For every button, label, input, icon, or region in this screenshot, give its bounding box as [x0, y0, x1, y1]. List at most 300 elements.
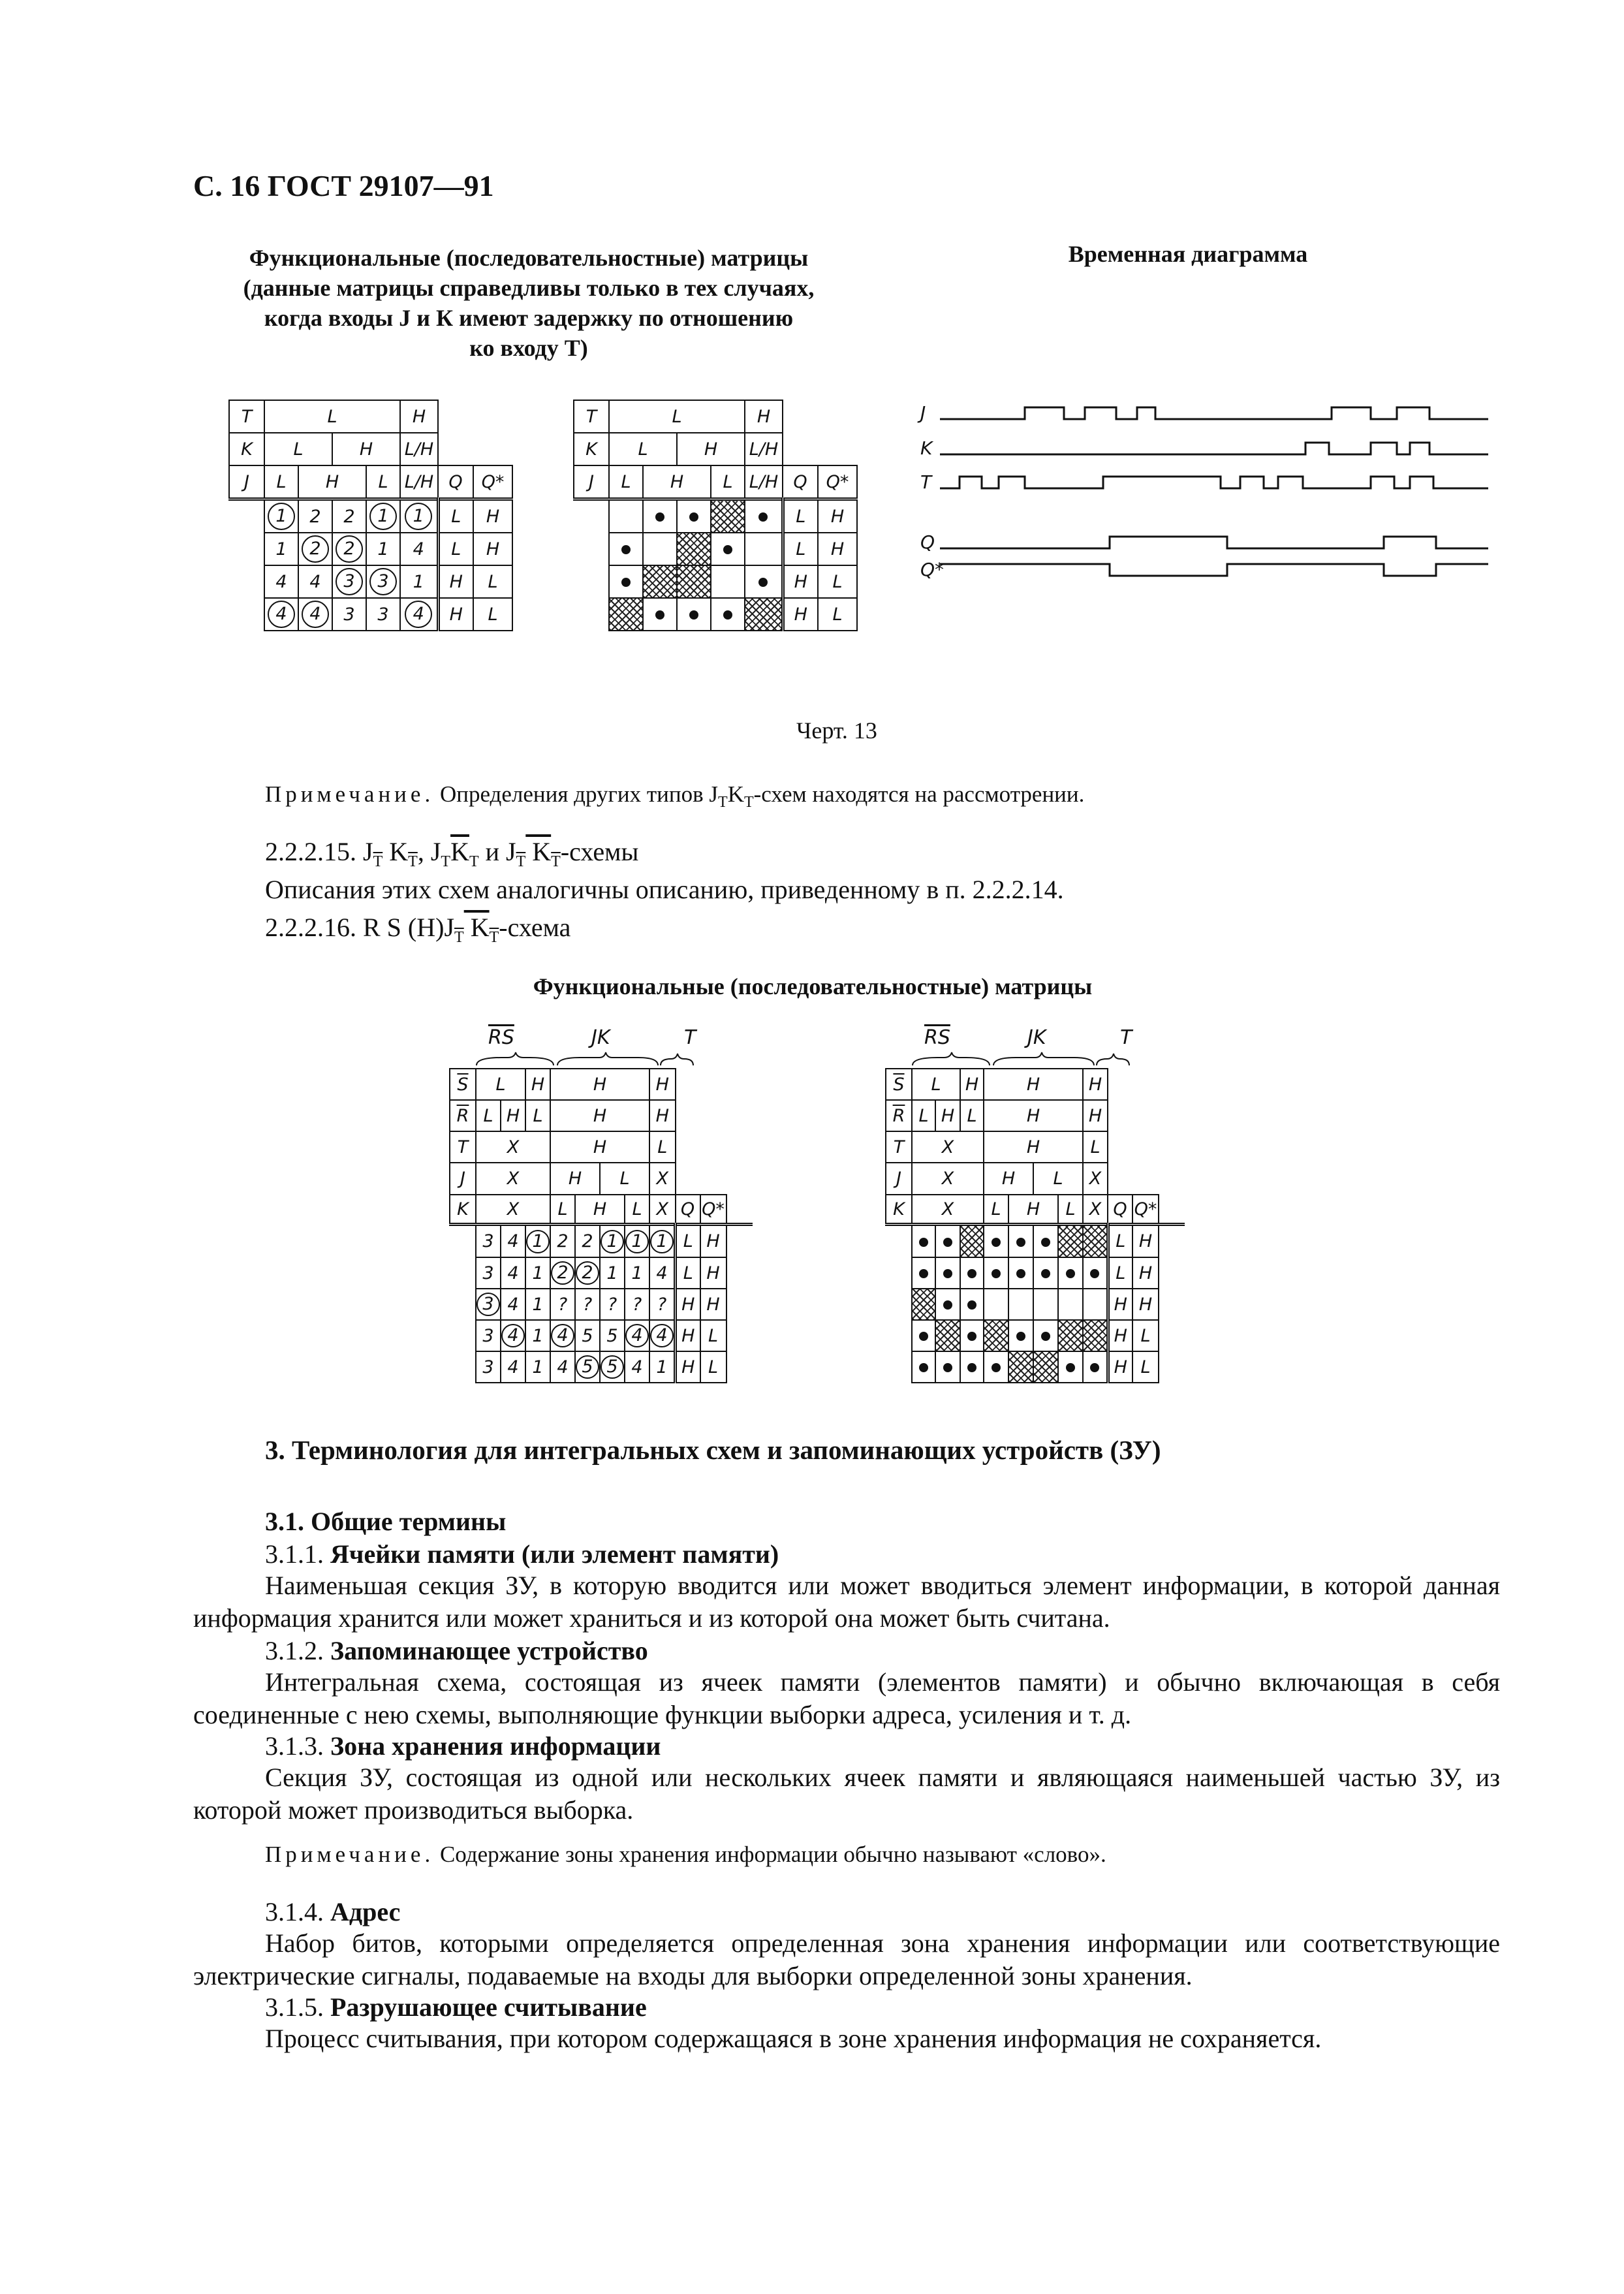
- state-cell: [649, 1320, 676, 1351]
- qstar-cell: H: [1132, 1289, 1159, 1320]
- state-cell: [366, 565, 400, 598]
- group-label: JK: [591, 1026, 610, 1049]
- transition-cell: [984, 1289, 1008, 1320]
- circled-number: 4: [650, 1324, 674, 1347]
- qstar-cell: H: [473, 499, 512, 533]
- header-cell: L: [649, 1131, 676, 1163]
- transition-cell: [677, 533, 711, 565]
- header-cell: L/H: [400, 433, 438, 465]
- header-cell: H: [550, 1163, 600, 1195]
- state-cell: 2: [550, 1225, 575, 1258]
- transition-cell: [643, 565, 677, 598]
- transition-cell: [643, 499, 677, 533]
- section-3-1-4-heading: [265, 1896, 400, 1928]
- q-cell: H: [676, 1289, 700, 1320]
- q-cell: H: [676, 1351, 700, 1383]
- table-row: [886, 1131, 1185, 1163]
- transition-cell: [960, 1225, 984, 1258]
- transition-cell: [677, 598, 711, 631]
- state-cell: 3: [476, 1320, 501, 1351]
- state-cell: 1: [525, 1257, 550, 1289]
- subscript: T: [516, 853, 526, 870]
- table-row: [886, 1289, 1185, 1320]
- state-cell: 4: [550, 1351, 575, 1383]
- transition-cell: [912, 1225, 935, 1258]
- table-row: [450, 1289, 753, 1320]
- state-cell: 3: [366, 598, 400, 631]
- header-cell: H: [575, 1195, 625, 1225]
- section-2-2-2-15-description: Описания этих схем аналогичны описанию, приведенному в п. 2.2.2.14.: [265, 875, 1064, 904]
- jk-matrix-table: [228, 400, 513, 631]
- header-cell: L: [912, 1100, 935, 1131]
- q-cell: H: [676, 1320, 700, 1351]
- rs-matrix-right: [885, 1026, 1185, 1383]
- circled-number: 2: [336, 535, 363, 563]
- table-row: [886, 1225, 1185, 1258]
- transition-cell: [1033, 1351, 1058, 1383]
- section-number: 3.1.2.: [265, 1636, 324, 1665]
- table-row: [229, 565, 512, 598]
- transition-dot: [943, 1300, 952, 1310]
- table-row: [574, 598, 857, 631]
- row-label-k: K: [229, 433, 264, 465]
- table-row: [450, 1069, 753, 1100]
- state-cell: 1: [525, 1320, 550, 1351]
- transition-dot: [621, 545, 631, 554]
- section-title: Адрес: [330, 1897, 401, 1926]
- transition-cell: [1008, 1351, 1033, 1383]
- timing-label-qstar: Q*: [920, 559, 945, 580]
- header-cell: L: [609, 400, 745, 433]
- header-cell: H: [745, 400, 783, 433]
- q-cell: L: [1108, 1225, 1132, 1258]
- transition-cell: [912, 1320, 935, 1351]
- formula-text: $\overline{K}$: [450, 837, 469, 866]
- q-cell: H: [1108, 1320, 1132, 1351]
- circled-number: 1: [268, 503, 295, 530]
- transition-cell: [745, 499, 783, 533]
- group-label: $\overline{RS}$: [924, 1026, 950, 1049]
- transition-dot: [1066, 1269, 1075, 1278]
- transition-dot: [919, 1363, 928, 1372]
- formula-text: и J: [478, 837, 516, 866]
- timing-label-j: J: [920, 402, 926, 424]
- header-cell: H: [984, 1131, 1083, 1163]
- circled-number: 1: [625, 1230, 649, 1253]
- transition-cell: [677, 499, 711, 533]
- row-label: $\overline{S}$: [886, 1069, 912, 1100]
- header-cell: H: [935, 1100, 960, 1131]
- state-cell: 1: [264, 533, 298, 565]
- transition-cell: [1033, 1225, 1058, 1258]
- state-cell: 4: [400, 533, 438, 565]
- header-cell: X: [476, 1163, 550, 1195]
- transition-dot: [723, 610, 732, 620]
- rs-matrix-left: [449, 1026, 753, 1383]
- state-cell: 3: [476, 1225, 501, 1258]
- circled-number: 4: [625, 1324, 649, 1347]
- transition-cell: [984, 1351, 1008, 1383]
- qstar-cell: H: [700, 1257, 726, 1289]
- group-label: JK: [1027, 1026, 1046, 1049]
- group-braces: [885, 1026, 1172, 1068]
- transition-cell: [677, 565, 711, 598]
- header-cell: L: [264, 433, 332, 465]
- table-row: [450, 1195, 753, 1225]
- header-cell: X: [912, 1163, 984, 1195]
- section-number: 3.1.5.: [265, 1992, 324, 2022]
- transition-cell: [960, 1257, 984, 1289]
- section-number: 3.1.1.: [265, 1539, 324, 1569]
- q-cell: H: [783, 598, 818, 631]
- transition-dot: [992, 1363, 1001, 1372]
- transition-dot: [967, 1300, 976, 1310]
- state-cell: 3: [476, 1257, 501, 1289]
- qstar-cell: L: [700, 1320, 726, 1351]
- q-cell: H: [1108, 1289, 1132, 1320]
- transition-cell: [935, 1289, 960, 1320]
- rs-table: [885, 1068, 1185, 1383]
- header-cell: H: [984, 1100, 1083, 1131]
- page-header: С. 16 ГОСТ 29107—91: [193, 169, 494, 202]
- table-row: [886, 1257, 1185, 1289]
- circled-number: 4: [405, 601, 432, 628]
- header-cell: H: [550, 1100, 649, 1131]
- section-title: Запоминающее устройство: [330, 1636, 648, 1665]
- circled-number: 4: [501, 1324, 525, 1347]
- note-text: Определения других типов J: [439, 781, 719, 807]
- q-cell: H: [1108, 1351, 1132, 1383]
- row-label: K: [450, 1195, 476, 1225]
- state-cell: [649, 1225, 676, 1258]
- table-row: [229, 598, 512, 631]
- matrix-caption-line: Функциональные (последовательностные) матрицы: [249, 245, 809, 271]
- transition-cell: [1033, 1289, 1058, 1320]
- transition-cell: [1008, 1257, 1033, 1289]
- transition-cell: [1058, 1225, 1083, 1258]
- transition-cell: [1083, 1225, 1108, 1258]
- header-cell: X: [476, 1131, 550, 1163]
- table-row: [574, 565, 857, 598]
- header-cell: L/H: [745, 465, 783, 499]
- transition-dot: [1066, 1363, 1075, 1372]
- qstar-cell: H: [818, 499, 857, 533]
- transition-cell: [643, 533, 677, 565]
- state-cell: 4: [501, 1289, 525, 1320]
- table-row: [886, 1100, 1185, 1131]
- transition-cell: [935, 1225, 960, 1258]
- q-cell: H: [783, 565, 818, 598]
- header-cell: H: [1083, 1069, 1108, 1100]
- header-cell: H: [1008, 1195, 1058, 1225]
- transition-cell: [609, 533, 643, 565]
- header-cell: H: [525, 1069, 550, 1100]
- state-cell: [600, 1225, 625, 1258]
- row-label: K: [886, 1195, 912, 1225]
- circled-number: 1: [601, 1230, 624, 1253]
- row-label: T: [886, 1131, 912, 1163]
- transition-cell: [1083, 1289, 1108, 1320]
- transition-cell: [912, 1289, 935, 1320]
- transition-dot: [689, 512, 698, 522]
- group-label: T: [1120, 1026, 1132, 1049]
- waveform-k: [940, 443, 1488, 454]
- header-cell: L: [1058, 1195, 1083, 1225]
- transition-cell: [711, 565, 745, 598]
- transition-cell: [935, 1257, 960, 1289]
- note-1: [265, 779, 1512, 817]
- waveform-qstar: [940, 564, 1488, 576]
- state-cell: 3: [476, 1351, 501, 1383]
- section-3-1-1-text: Наименьшая секция ЗУ, в которую вводится или может вводиться элемент информации, в которой данная информация хранится или может храниться и из которой она может быть считана.: [193, 1571, 1500, 1633]
- header-cell: H: [501, 1100, 525, 1131]
- transition-cell: [609, 565, 643, 598]
- table-row: [450, 1131, 753, 1163]
- qstar-cell: H: [818, 533, 857, 565]
- row-label: $\overline{S}$: [450, 1069, 476, 1100]
- qstar-cell: L: [473, 565, 512, 598]
- transition-dot: [967, 1269, 976, 1278]
- table-row: [886, 1195, 1185, 1225]
- table-row: [886, 1351, 1185, 1383]
- state-cell: ?: [649, 1289, 676, 1320]
- qstar-cell: L: [1132, 1351, 1159, 1383]
- circled-number: 1: [405, 503, 432, 530]
- table-row: [886, 1163, 1185, 1195]
- q-cell: H: [438, 598, 473, 631]
- header-cell: H: [550, 1131, 649, 1163]
- qstar-cell: L: [700, 1351, 726, 1383]
- header-cell: H: [332, 433, 400, 465]
- q-cell: L: [676, 1257, 700, 1289]
- section-title: Ячейки памяти (или элемент памяти): [330, 1539, 779, 1569]
- circled-number: 3: [336, 568, 363, 595]
- qstar-cell: L: [818, 565, 857, 598]
- transition-dot: [1041, 1332, 1050, 1341]
- state-cell: 1: [649, 1351, 676, 1383]
- header-cell: H: [677, 433, 745, 465]
- table-row: [886, 1320, 1185, 1351]
- transition-cell: [984, 1225, 1008, 1258]
- transition-dot: [1041, 1238, 1050, 1247]
- note-label: Примечание.: [265, 781, 435, 807]
- rs-matrix-caption: Функциональные (последовательностные) матрицы: [533, 973, 1093, 999]
- transition-dot: [992, 1269, 1001, 1278]
- transition-dot: [655, 512, 664, 522]
- circled-number: 5: [601, 1355, 624, 1379]
- transition-cell: [935, 1351, 960, 1383]
- transition-dot: [992, 1238, 1001, 1247]
- q-cell: L: [676, 1225, 700, 1258]
- section-3-1-3-heading: [265, 1730, 661, 1763]
- header-cell: H: [400, 400, 438, 433]
- formula-text: -схемы: [560, 837, 639, 866]
- state-cell: [501, 1320, 525, 1351]
- header-cell: L: [264, 465, 298, 499]
- formula-text: K: [389, 837, 409, 866]
- matrix-caption-line: ко входу Т): [469, 335, 588, 361]
- transition-dot: [689, 610, 698, 620]
- header-cell: H: [643, 465, 711, 499]
- transition-cell: [1058, 1257, 1083, 1289]
- state-cell: [550, 1257, 575, 1289]
- section-number: 3.1.4.: [265, 1897, 324, 1926]
- state-cell: [400, 598, 438, 631]
- transition-dot: [919, 1238, 928, 1247]
- row-label-t: T: [574, 400, 609, 433]
- qstar-cell: H: [1132, 1257, 1159, 1289]
- q-header: Q: [438, 465, 473, 499]
- state-cell: [476, 1289, 501, 1320]
- subscript: T: [373, 853, 383, 870]
- transition-cell: [935, 1320, 960, 1351]
- rs-table: [449, 1068, 753, 1383]
- section-3-1-3-text: Секция ЗУ, состоящая из одной или нескольких ячеек памяти и являющаяся наименьшей частью ЗУ, из которой может производиться выборка.: [193, 1763, 1500, 1825]
- circled-number: 1: [369, 503, 397, 530]
- section-number: 3.1.3.: [265, 1731, 324, 1761]
- note-text: Содержание зоны хранения информации обычно называют «слово».: [439, 1842, 1106, 1867]
- transition-dot: [1090, 1363, 1099, 1372]
- header-cell: X: [912, 1195, 984, 1225]
- transition-dot: [758, 512, 768, 522]
- formula-text: R S (H)J: [363, 913, 455, 942]
- transition-cell: [1008, 1225, 1033, 1258]
- state-cell: [625, 1320, 649, 1351]
- transition-dot: [967, 1363, 976, 1372]
- transition-cell: [609, 499, 643, 533]
- note-text: K: [727, 781, 744, 807]
- q-cell: L: [783, 499, 818, 533]
- circled-number: 2: [576, 1261, 599, 1285]
- transition-cell: [912, 1257, 935, 1289]
- section-title: Разрушающее считывание: [330, 1992, 647, 2022]
- qstar-cell: H: [1132, 1225, 1159, 1258]
- state-cell: 4: [298, 565, 332, 598]
- state-cell: [366, 499, 400, 533]
- state-cell: 4: [625, 1351, 649, 1383]
- subscript: T: [441, 853, 451, 870]
- transition-cell: [711, 533, 745, 565]
- transition-dot: [919, 1269, 928, 1278]
- section-3-1-5-text: Процесс считывания, при котором содержащаяся в зоне хранения информация не сохраняется.: [265, 2024, 1322, 2053]
- header-cell: L: [912, 1069, 960, 1100]
- table-row: [574, 533, 857, 565]
- transition-dot: [1016, 1269, 1025, 1278]
- section-title: Зона хранения информации: [330, 1731, 661, 1761]
- table-row: [450, 1320, 753, 1351]
- subscript: T: [469, 853, 479, 870]
- qstar-cell: H: [700, 1225, 726, 1258]
- header-cell: L: [609, 465, 643, 499]
- state-cell: [298, 598, 332, 631]
- circled-number: 4: [302, 601, 329, 628]
- section-2-2-2-15: [265, 836, 638, 878]
- state-cell: 1: [525, 1289, 550, 1320]
- state-cell: [600, 1351, 625, 1383]
- header-cell: L: [984, 1195, 1008, 1225]
- transition-dot: [621, 578, 631, 587]
- section-3-1-2-text: Интегральная схема, состоящая из ячеек памяти (элементов памяти) и обычно включающая в себя соединенные с нею схемы, выполняющие функции выборки адреса, усиления и т. д.: [193, 1667, 1500, 1729]
- transition-dot: [723, 545, 732, 554]
- header-cell: X: [1083, 1163, 1108, 1195]
- section-3-1-2-heading: [265, 1635, 648, 1667]
- q-cell: L: [438, 499, 473, 533]
- row-label-k: K: [574, 433, 609, 465]
- state-cell: [264, 499, 298, 533]
- note-text: -схем находятся на рассмотрении.: [753, 781, 1085, 807]
- row-label-j: J: [229, 465, 264, 499]
- qstar-cell: L: [1132, 1320, 1159, 1351]
- state-cell: 4: [501, 1257, 525, 1289]
- timing-diagram: [914, 392, 1501, 607]
- subscript: T: [408, 853, 418, 870]
- header-cell: L: [600, 1163, 649, 1195]
- group-label: $\overline{RS}$: [488, 1026, 514, 1049]
- state-cell: 1: [525, 1351, 550, 1383]
- header-cell: H: [984, 1163, 1033, 1195]
- state-cell: [525, 1225, 550, 1258]
- q-cell: H: [438, 565, 473, 598]
- matrix-caption-line: (данные матрицы справедливы только в тех случаях,: [243, 275, 815, 301]
- transition-cell: [745, 598, 783, 631]
- circled-number: 2: [302, 535, 329, 563]
- header-cell: L: [366, 465, 400, 499]
- header-cell: X: [1083, 1195, 1108, 1225]
- transition-dot: [1016, 1238, 1025, 1247]
- formula-text: -схема: [499, 913, 571, 942]
- header-cell: L: [625, 1195, 649, 1225]
- state-cell: 4: [264, 565, 298, 598]
- transition-cell: [1008, 1289, 1033, 1320]
- row-label-t: T: [229, 400, 264, 433]
- qstar-cell: H: [473, 533, 512, 565]
- transition-cell: [1033, 1257, 1058, 1289]
- qstar-header: Q*: [1132, 1195, 1159, 1225]
- row-label: J: [886, 1163, 912, 1195]
- qstar-header: Q*: [473, 465, 512, 499]
- header-cell: L/H: [745, 433, 783, 465]
- row-label-j: J: [574, 465, 609, 499]
- header-cell: L: [1083, 1131, 1108, 1163]
- qstar-header: Q*: [700, 1195, 726, 1225]
- transition-dot: [1041, 1269, 1050, 1278]
- transition-cell: [960, 1320, 984, 1351]
- q-cell: L: [1108, 1257, 1132, 1289]
- table-row: [450, 1225, 753, 1258]
- timing-label-k: K: [920, 437, 933, 459]
- state-cell: ?: [575, 1289, 600, 1320]
- group-braces: [449, 1026, 736, 1068]
- transition-dot: [1090, 1269, 1099, 1278]
- state-cell: 3: [332, 598, 366, 631]
- circled-number: 4: [268, 601, 295, 628]
- transition-dot: [655, 610, 664, 620]
- section-number: 2.2.2.16.: [265, 913, 356, 942]
- transition-cell: [1083, 1351, 1108, 1383]
- matrix-caption-line: когда входы J и К имеют задержку по отношению: [264, 305, 794, 331]
- header-cell: L: [476, 1069, 525, 1100]
- transition-cell: [984, 1257, 1008, 1289]
- state-cell: 5: [600, 1320, 625, 1351]
- transition-cell: [912, 1351, 935, 1383]
- table-row: [886, 1069, 1185, 1100]
- row-label: $\overline{R}$: [450, 1100, 476, 1131]
- state-cell: 1: [400, 565, 438, 598]
- transition-cell: [745, 533, 783, 565]
- qstar-cell: H: [700, 1289, 726, 1320]
- state-cell: [400, 499, 438, 533]
- section-number: 2.2.2.15.: [265, 837, 356, 866]
